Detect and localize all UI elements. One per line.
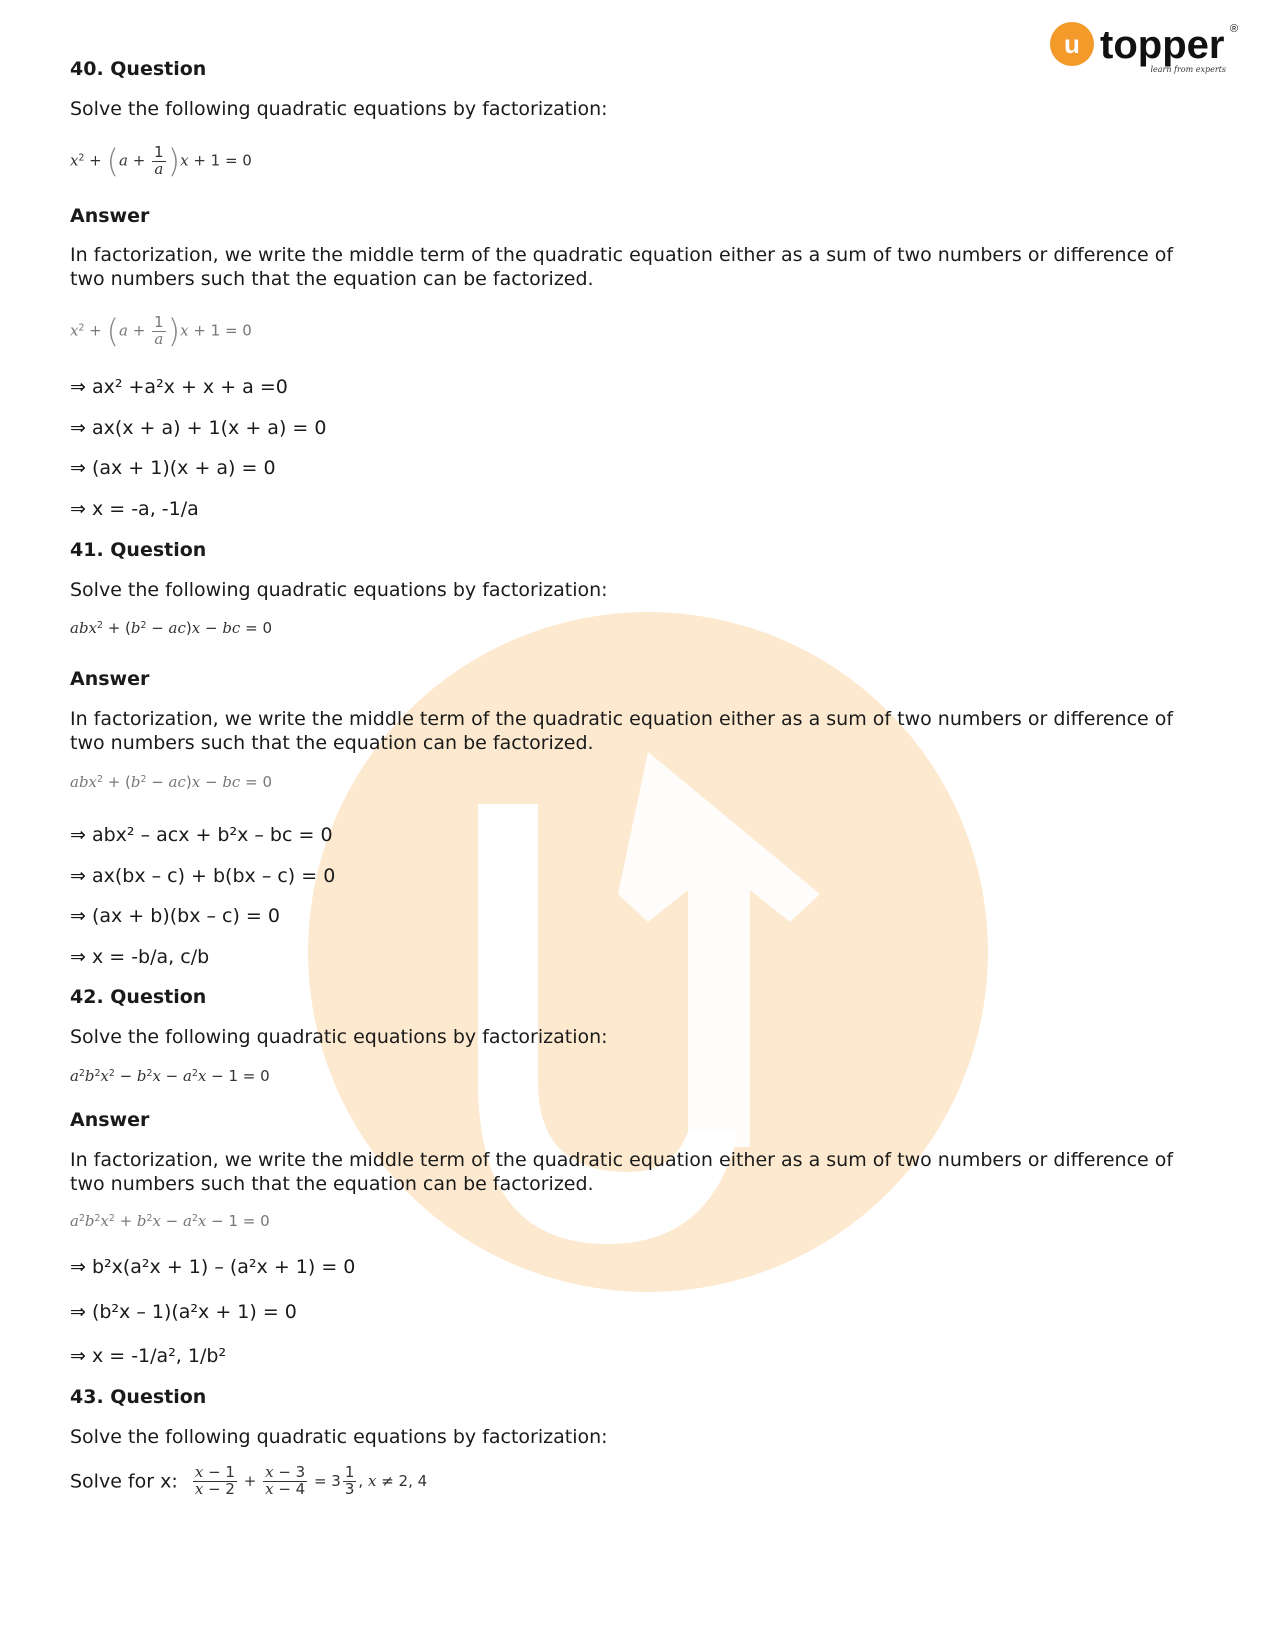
answer-40-step-4: ⇒ x = -a, -1/a bbox=[70, 498, 199, 520]
answer-42-step-3: ⇒ x = -1/a², 1/b² bbox=[70, 1345, 227, 1367]
answer-41-title: Answer bbox=[70, 668, 150, 690]
question-42-title: 42. Question bbox=[70, 986, 207, 1008]
topper-logo[interactable] bbox=[1048, 20, 1248, 80]
answer-41-step-4: ⇒ x = -b/a, c/b bbox=[70, 946, 210, 968]
answer-40-step-1: ⇒ ax² +a²x + x + a =0 bbox=[70, 376, 288, 398]
answer-40-step-3: ⇒ (ax + 1)(x + a) = 0 bbox=[70, 457, 276, 479]
answer-40-equation: $x^2 + (a$ + $\frac{1}{a}$ )x + 1 = 0 bbox=[70, 312, 252, 350]
answer-42-step-2: ⇒ (b²x – 1)(a²x + 1) = 0 bbox=[70, 1301, 297, 1323]
answer-41-explanation: In factorization, we write the middle term of the quadratic equation either as a sum of two numbers or difference of two numbers such that the equation can be factorized. bbox=[70, 708, 1174, 754]
question-42-prompt: Solve the following quadratic equations by factorization: bbox=[70, 1026, 608, 1048]
answer-42-equation: $a^2b^2x^2 + b^2x - a^2x - 1 = 0$ bbox=[70, 1212, 270, 1230]
answer-40-explanation: In factorization, we write the middle term of the quadratic equation either as a sum of two numbers or difference of two numbers such that the equation can be factorized. bbox=[70, 244, 1174, 290]
answer-42-title: Answer bbox=[70, 1109, 150, 1131]
question-40-equation: $x^2 + (a$ + $\frac{1}{a}$ )x + 1 = 0 bbox=[70, 142, 252, 180]
answer-42-step-1: ⇒ b²x(a²x + 1) – (a²x + 1) = 0 bbox=[70, 1256, 356, 1278]
answer-41-step-2: ⇒ ax(bx – c) + b(bx – c) = 0 bbox=[70, 865, 336, 887]
question-42-equation: $a^2b^2x^2 - b^2x - a^2x - 1 = 0$ bbox=[70, 1067, 270, 1085]
answer-41-step-3: ⇒ (ax + b)(bx – c) = 0 bbox=[70, 905, 280, 927]
answer-42-explanation: In factorization, we write the middle term of the quadratic equation either as a sum of two numbers or difference of two numbers such that the equation can be factorized. bbox=[70, 1149, 1174, 1195]
answer-40-step-2: ⇒ ax(x + a) + 1(x + a) = 0 bbox=[70, 417, 327, 439]
question-43-title: 43. Question bbox=[70, 1386, 207, 1408]
question-43-solve-line bbox=[70, 1465, 427, 1498]
question-41-title: 41. Question bbox=[70, 539, 207, 561]
question-43-equation: $\frac{x - 1}{x - 2}$ + $\frac{x - 3}{x - 4}$ = 3 $\frac{1}{3}$ , x ≠ 2, 4 bbox=[194, 1463, 428, 1498]
question-40-title: 40. Question bbox=[70, 58, 207, 80]
brand-name: topper bbox=[1100, 23, 1225, 67]
question-43-prompt: Solve the following quadratic equations by factorization: bbox=[70, 1426, 608, 1448]
registered-mark: ® bbox=[1230, 23, 1239, 35]
answer-40-title: Answer bbox=[70, 205, 150, 227]
question-40-prompt: Solve the following quadratic equations by factorization: bbox=[70, 98, 608, 120]
question-43-solve-label: Solve for x: bbox=[70, 1470, 178, 1493]
brand-tagline: learn from experts bbox=[1150, 65, 1226, 74]
answer-41-equation: $abx^2 + (b^2 - ac)x$ − bc = 0 bbox=[70, 773, 272, 791]
logo-letter: u bbox=[1064, 29, 1080, 59]
answer-41-step-1: ⇒ abx² – acx + b²x – bc = 0 bbox=[70, 824, 333, 846]
question-41-equation: $abx^2 + (b^2 - ac)x$ − bc = 0 bbox=[70, 619, 272, 637]
question-41-prompt: Solve the following quadratic equations by factorization: bbox=[70, 579, 608, 601]
